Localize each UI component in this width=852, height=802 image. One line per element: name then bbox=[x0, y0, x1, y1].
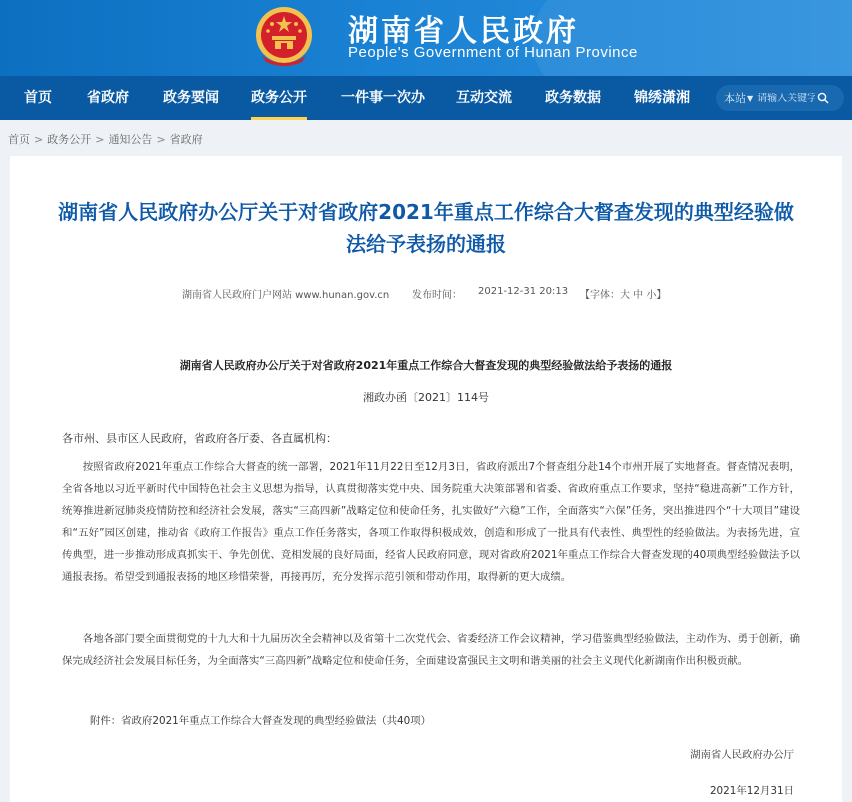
publish-time: 2021-12-31 20:13 bbox=[478, 286, 569, 297]
nav-item-interaction[interactable]: 互动交流 bbox=[456, 90, 512, 106]
font-size-control[interactable]: 【字体：大 中 小】 bbox=[580, 290, 667, 301]
document-addressee: 各市州、县市区人民政府，省政府各厅委、各直属机构： bbox=[62, 432, 337, 445]
document-attachment[interactable]: 附件：省政府2021年重点工作综合大督查发现的典型经验做法（共40项） bbox=[90, 715, 431, 727]
site-subtitle: People's Government of Hunan Province bbox=[348, 44, 638, 61]
document-paragraph-1: 按照省政府2021年重点工作综合大督查的统一部署，2021年11月22日至12月3日，省政府派出7个督查组分赴14个市州开展了实地督查。督查情况表明，全省各地以习近平新时代中国特色社会主义思想为指导，认真贯彻落实党中央、国务院重大决策部署和省委、省政府重点工作要求，坚持“稳进高新”工作方针，统筹推进新冠肺炎疫情防控和经济社会发展，落实“三高四新”战略定位和使命任务，扎实做好“六稳”工作，全面落实“六保”任务，突出推进四个“十大项目”建设和“五好”园区创建，推动省《政府工作报告》重点工作任务落实，各项工作取得积极成效，创造和形成了一批具有代表性、典型性的经验做法。为表扬先进，宣传典型，进一步推动形成真抓实干、争先创优、竞相发展的良好局面，经省人民政府同意，现对省政府2021年重点工作综合大督查发现的40项典型经验做法予以通报表扬。希望受到通报表扬的地区珍惜荣誉，再接再厉，充分发挥示范引领和带动作用，取得新的更大成绩。 bbox=[62, 461, 800, 583]
nav-item-one-stop[interactable]: 一件事一次办 bbox=[341, 90, 425, 106]
site-search bbox=[716, 85, 844, 111]
document-paragraph-2: 各地各部门要全面贯彻党的十九大和十九届历次全会精神以及省第十二次党代会、省委经济工作会议精神，学习借鉴典型经验做法，主动作为、勇于创新，确保完成经济社会发展目标任务，为全面落实“三高四新”战略定位和使命任务，全面建设富强民主文明和谐美丽的社会主义现代化新湖南作出积极贡献。 bbox=[62, 633, 800, 667]
main-nav bbox=[0, 76, 852, 120]
document-date: 2021年12月31日 bbox=[709, 785, 794, 797]
breadcrumb-provincial-government[interactable]: 省政府 bbox=[169, 133, 203, 146]
breadcrumb-separator: > bbox=[95, 133, 105, 146]
breadcrumb-open-affairs[interactable]: 政务公开 bbox=[47, 133, 92, 146]
breadcrumb-separator: > bbox=[156, 133, 166, 146]
site-title[interactable]: 湖南省人民政府 bbox=[348, 14, 579, 49]
nav-item-government[interactable]: 省政府 bbox=[87, 90, 129, 106]
document-heading: 湖南省人民政府办公厅关于对省政府2021年重点工作综合大督查发现的典型经验做法给予表扬的通报 bbox=[179, 359, 673, 372]
document-number: 湘政办函〔2021〕114号 bbox=[363, 391, 489, 404]
nav-item-xiaoxiang[interactable]: 锦绣潇湘 bbox=[634, 90, 690, 106]
article-card bbox=[10, 156, 842, 802]
national-emblem-icon[interactable] bbox=[252, 4, 316, 70]
breadcrumb bbox=[8, 131, 203, 147]
search-input[interactable] bbox=[757, 93, 815, 104]
search-icon[interactable] bbox=[817, 92, 829, 104]
document-signer: 湖南省人民政府办公厅 bbox=[690, 749, 794, 761]
nav-item-open-affairs[interactable]: 政务公开 bbox=[251, 76, 307, 120]
article-title: 湖南省人民政府办公厅关于对省政府2021年重点工作综合大督查发现的典型经验做法给予表扬的通报 bbox=[58, 200, 794, 256]
site-header bbox=[0, 0, 852, 76]
nav-item-data[interactable]: 政务数据 bbox=[545, 90, 601, 106]
search-scope-select[interactable]: 本站 bbox=[724, 92, 746, 105]
publish-label: 发布时间： bbox=[412, 290, 462, 301]
article-source: 湖南省人民政府门户网站 www.hunan.gov.cn bbox=[182, 290, 390, 301]
nav-item-home[interactable]: 首页 bbox=[24, 90, 52, 106]
breadcrumb-separator: > bbox=[34, 133, 44, 146]
breadcrumb-notices[interactable]: 通知公告 bbox=[108, 133, 153, 146]
breadcrumb-home[interactable]: 首页 bbox=[8, 133, 30, 146]
chevron-down-icon[interactable]: ▼ bbox=[747, 93, 754, 103]
nav-item-news[interactable]: 政务要闻 bbox=[163, 90, 219, 106]
